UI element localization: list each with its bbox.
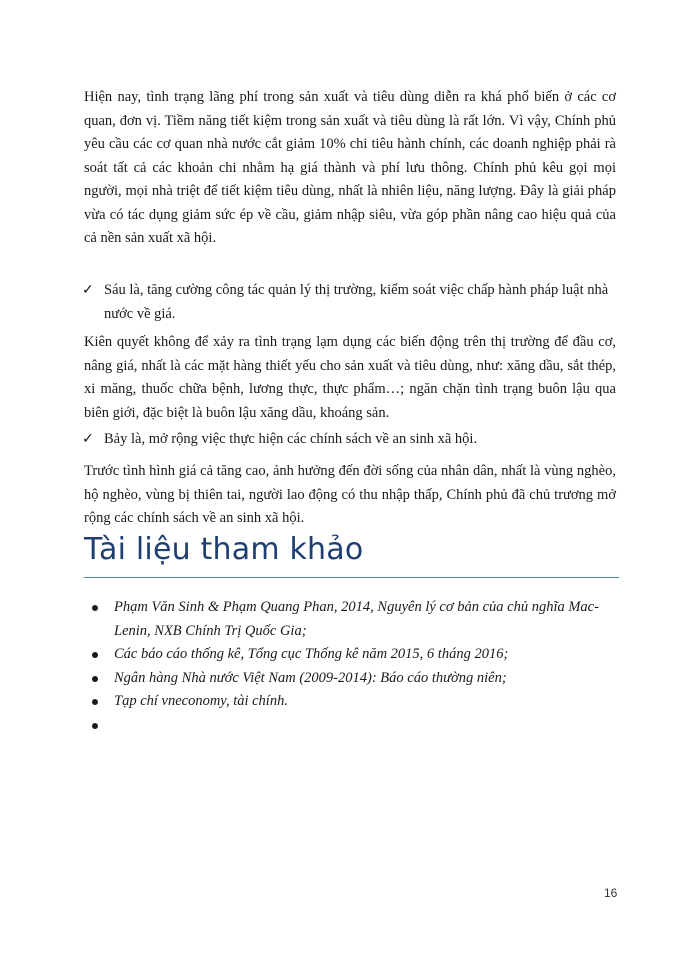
reference-item: Ngân hàng Nhà nước Việt Nam (2009-2014): Báo cáo thường niên; [114, 667, 619, 691]
references-heading: Tài liệu tham khảo [84, 532, 364, 567]
bullet-icon [92, 699, 98, 705]
bullet-icon [92, 723, 98, 729]
paragraph-market-control: Kiên quyết không để xảy ra tình trạng lạm dụng các biến động trên thị trường để đầu cơ, nâng giá, nhất là các mặt hàng thiết yếu cho sản xuất và tiêu dùng, như: xăng dầu, sắt thép, xi măng, thuốc chữa bệnh, lương thực, thực phẩm…; ngăn chặn tình trạng buôn lậu qua biên giới, đặc biệt là buôn lậu xăng dầu, khoáng sản. [84, 334, 616, 421]
references-list [114, 596, 619, 737]
heading-underline [84, 577, 619, 578]
bullet-icon [92, 605, 98, 611]
checkmark-icon: ✓ [82, 432, 94, 447]
paragraph-waste: Hiện nay, tình trạng lãng phí trong sản xuất và tiêu dùng diễn ra khá phổ biến ở các cơ quan, đơn vị. Tiềm năng tiết kiệm trong sản xuất và tiêu dùng là rất lớn. Vì vậy, Chính phủ yêu cầu các cơ quan nhà nước cắt giảm 10% chi tiêu hành chính, các doanh nghiệp phải rà soát tất cả các khoản chi nhằm hạ giá thành và phí lưu thông. Chính phủ kêu gọi mọi người, mọi nhà triệt để tiết kiệm tiêu dùng, nhất là nhiên liệu, năng lượng. Đây là giải pháp vừa có tác dụng giảm sức ép về cầu, giảm nhập siêu, vừa góp phần nâng cao hiệu quả của cả nền sản xuất xã hội. [84, 89, 616, 246]
reference-item-empty [114, 714, 619, 738]
reference-item: Tạp chí vneconomy, tài chính. [114, 690, 619, 714]
checklist-item-six [82, 279, 616, 326]
checkmark-icon: ✓ [82, 283, 94, 298]
paragraph-social-security: Trước tình hình giá cả tăng cao, ảnh hưởng đến đời sống của nhân dân, nhất là vùng nghèo, hộ nghèo, vùng bị thiên tai, người lao động có thu nhập thấp, Chính phủ đã chủ trương mở rộng các chính sách về an sinh xã hội. [84, 463, 616, 526]
checklist-item-six-text: Sáu là, tăng cường công tác quản lý thị trường, kiểm soát việc chấp hành pháp luật nhà nước về giá. [104, 282, 609, 322]
checklist-item-seven-text: Bảy là, mở rộng việc thực hiện các chính sách về an sinh xã hội. [104, 431, 478, 447]
page-number: 16 [604, 886, 618, 900]
bullet-icon [92, 652, 98, 658]
bullet-icon [92, 676, 98, 682]
reference-item: Các báo cáo thống kê, Tổng cục Thống kê năm 2015, 6 tháng 2016; [114, 643, 619, 667]
checklist-item-seven [82, 428, 616, 452]
reference-item: Phạm Văn Sinh & Phạm Quang Phan, 2014, Nguyên lý cơ bản của chủ nghĩa Mac-Lenin, NXB Chính Trị Quốc Gia; [114, 596, 619, 643]
